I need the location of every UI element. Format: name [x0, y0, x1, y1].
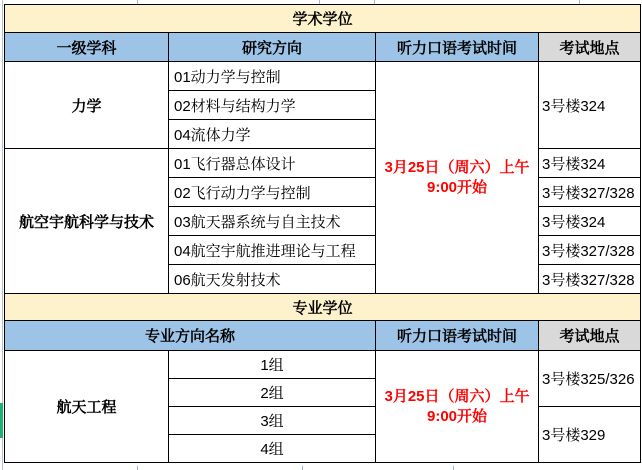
professional-header-location: 考试地点 — [539, 321, 641, 351]
academic-header-exam-time: 听力口语考试时间 — [376, 33, 539, 62]
location-cell: 3号楼327/328 — [539, 236, 641, 265]
location-cell: 3号楼324 — [539, 62, 641, 149]
location-cell: 3号楼324 — [539, 207, 641, 236]
bottom-row-gridline — [137, 466, 138, 470]
academic-header-discipline: 一级学科 — [5, 33, 169, 62]
academic-header-location: 考试地点 — [539, 33, 641, 62]
direction-cell: 02材料与结构力学 — [169, 91, 376, 120]
program-cell: 航天工程 — [5, 351, 169, 463]
location-cell: 3号楼325/326 — [539, 351, 641, 407]
exam-time-line2: 9:00开始 — [426, 407, 488, 425]
academic-exam-time-cell — [376, 62, 539, 294]
direction-cell: 02飞行动力学与控制 — [169, 178, 376, 207]
direction-cell: 04航空宇航推进理论与工程 — [169, 236, 376, 265]
discipline-cell: 力学 — [5, 62, 169, 149]
exam-schedule-table — [4, 4, 641, 463]
discipline-cell: 航空宇航科学与技术 — [5, 149, 169, 294]
direction-cell: 01飞行器总体设计 — [169, 149, 376, 178]
spreadsheet-left-gridline — [2, 0, 3, 470]
direction-cell: 06航天发射技术 — [169, 265, 376, 294]
direction-cell: 03航天器系统与自主技术 — [169, 207, 376, 236]
location-cell: 3号楼327/328 — [539, 265, 641, 294]
location-cell: 3号楼327/328 — [539, 178, 641, 207]
selection-indicator — [0, 403, 3, 438]
bottom-row-gridline — [453, 466, 454, 470]
academic-header-direction: 研究方向 — [169, 33, 376, 62]
exam-time-line1: 3月25日（周六）上午 — [384, 159, 530, 176]
professional-header-program: 专业方向名称 — [5, 321, 376, 351]
direction-cell: 01动力学与控制 — [169, 62, 376, 91]
group-cell: 1组 — [169, 351, 376, 379]
exam-time-line1: 3月25日（周六）上午 — [384, 388, 530, 405]
professional-exam-time-cell — [376, 351, 539, 463]
location-cell: 3号楼329 — [539, 407, 641, 463]
professional-header-exam-time: 听力口语考试时间 — [376, 321, 539, 351]
direction-cell: 04流体力学 — [169, 120, 376, 149]
professional-section-title: 专业学位 — [5, 294, 641, 321]
group-cell: 2组 — [169, 379, 376, 407]
bottom-row-gridline — [302, 466, 303, 470]
location-cell: 3号楼324 — [539, 149, 641, 178]
exam-time-line2: 9:00开始 — [426, 178, 488, 196]
group-cell: 4组 — [169, 435, 376, 463]
group-cell: 3组 — [169, 407, 376, 435]
academic-section-title: 学术学位 — [5, 5, 641, 33]
